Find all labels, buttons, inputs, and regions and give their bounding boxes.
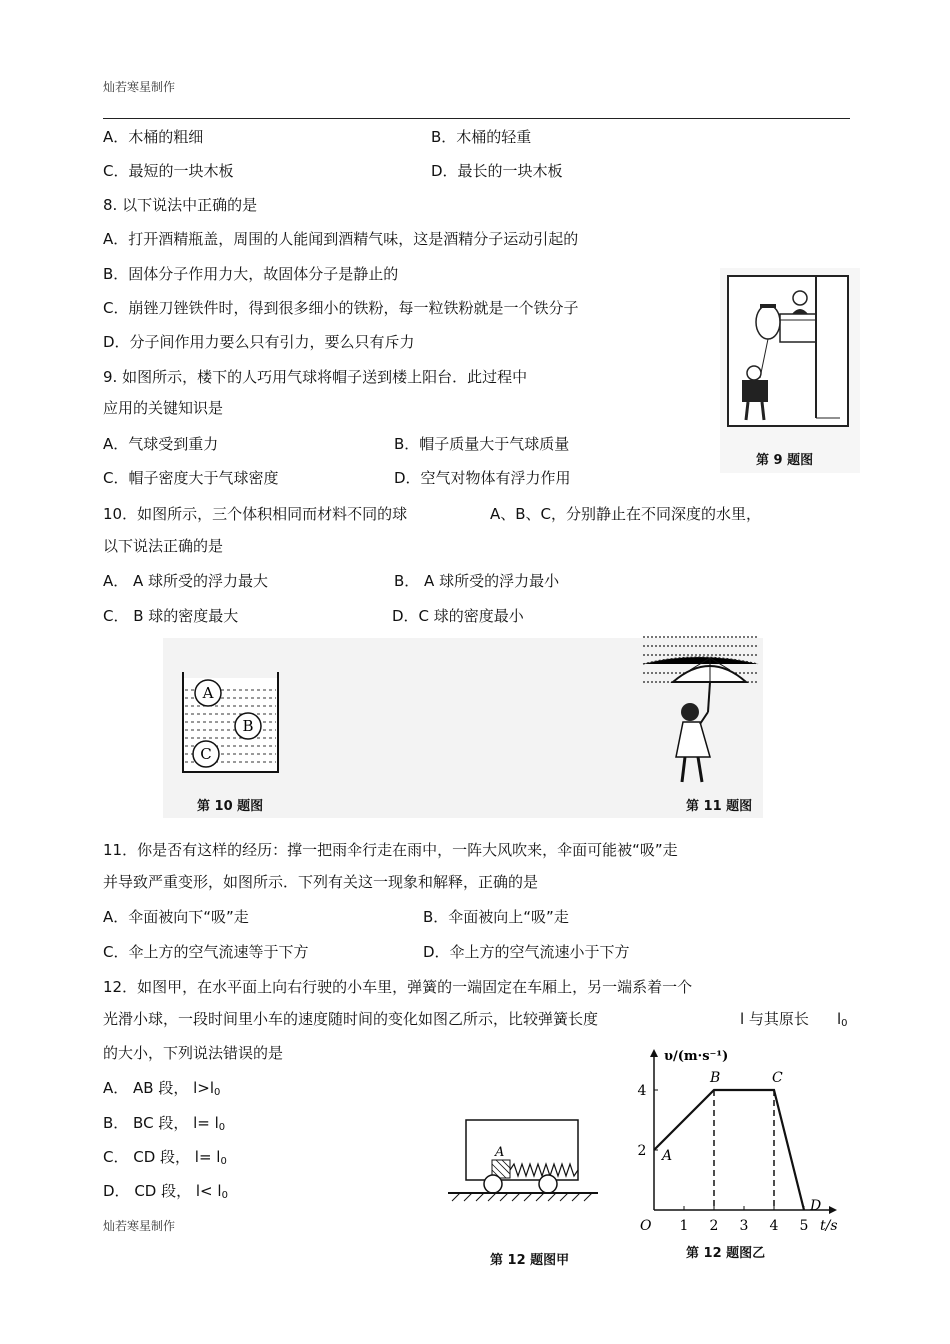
q12-option-b bbox=[103, 1113, 225, 1138]
figure-12-jia-caption: 第 12 题图甲 bbox=[490, 1253, 570, 1268]
header-rule bbox=[103, 118, 850, 119]
header-maker: 灿若寒星制作 bbox=[103, 80, 176, 94]
q12-stem-line1: 12．如图甲，在水平面上向右行驶的小车里，弹簧的一端固定在车厢上，另一端系着一个 bbox=[103, 978, 693, 996]
q12-option-c bbox=[103, 1147, 227, 1172]
q12-option-c-subscript: 0 bbox=[220, 1156, 227, 1167]
q12-stem-line3: 的大小，下列说法错误的是 bbox=[103, 1044, 284, 1062]
point-label-D: D bbox=[810, 1198, 822, 1214]
q8-option-d: D．分子间作用力要么只有引力，要么只有斥力 bbox=[103, 333, 415, 351]
q12-stem-line2c bbox=[837, 1009, 848, 1034]
point-label-B: B bbox=[710, 1070, 721, 1086]
point-label-A: A bbox=[662, 1148, 673, 1164]
q10-stem-line2: 以下说法正确的是 bbox=[103, 537, 224, 555]
cart-ball-label: A bbox=[495, 1145, 505, 1160]
q12-option-d bbox=[103, 1181, 228, 1206]
q9-stem-line1: 9. 如图所示，楼下的人巧用气球将帽子送到楼上阳台．此过程中 bbox=[103, 368, 528, 386]
x-axis-arrow bbox=[829, 1206, 837, 1214]
q7-option-c: C．最短的一块木板 bbox=[103, 162, 234, 180]
q11-option-d: D．伞上方的空气流速小于下方 bbox=[423, 943, 630, 961]
y-tick-label-4: 4 bbox=[637, 1083, 647, 1099]
q8-option-b: B．固体分子作用力大，故固体分子是静止的 bbox=[103, 265, 399, 283]
q12-option-b-text: B． BC 段， l= l bbox=[103, 1114, 219, 1132]
q9-option-c: C．帽子密度大于气球密度 bbox=[103, 469, 279, 487]
figure-12-jia-cart bbox=[448, 1112, 598, 1207]
figure-11-caption: 第 11 题图 bbox=[686, 799, 753, 814]
q12-stem-l0-subscript: 0 bbox=[841, 1018, 848, 1029]
q10-stem-line1b: A、B、C，分别静止在不同深度的水里， bbox=[490, 505, 762, 523]
q12-option-a bbox=[103, 1078, 220, 1103]
q9-stem-line2: 应用的关键知识是 bbox=[103, 399, 224, 417]
q12-stem-line2a: 光滑小球，一段时间里小车的速度随时间的变化如图乙所示，比较弹簧长度 bbox=[103, 1010, 599, 1028]
q10-option-d: D．C 球的密度最小 bbox=[392, 607, 524, 625]
q9-option-a: A．气球受到重力 bbox=[103, 435, 219, 453]
x-axis-label: t/s bbox=[820, 1218, 838, 1234]
point-label-C: C bbox=[772, 1070, 783, 1086]
figure-10-container bbox=[178, 668, 288, 776]
figure-10-caption: 第 10 题图 bbox=[197, 799, 264, 814]
footer-maker: 灿若寒星制作 bbox=[103, 1219, 176, 1233]
q8-option-a: A．打开酒精瓶盖，周围的人能闻到酒精气味，这是酒精分子运动引起的 bbox=[103, 230, 579, 248]
x-tick-label-1: 1 bbox=[679, 1218, 689, 1234]
q12-option-b-subscript: 0 bbox=[218, 1122, 226, 1133]
q11-option-c: C．伞上方的空气流速等于下方 bbox=[103, 943, 309, 961]
figure-12-yi-caption: 第 12 题图乙 bbox=[686, 1246, 766, 1261]
ball-c-label: C bbox=[200, 745, 212, 763]
velocity-series-line bbox=[654, 1090, 804, 1210]
q11-stem-line1: 11．你是否有这样的经历：撑一把雨伞行走在雨中，一阵大风吹来，伞面可能被“吸”走 bbox=[103, 841, 678, 859]
q11-stem-line2: 并导致严重变形，如图所示．下列有关这一现象和解释，正确的是 bbox=[103, 873, 539, 891]
figure-11-umbrella-illustration bbox=[638, 632, 763, 790]
q10-stem-line1a: 10．如图所示，三个体积相同而材料不同的球 bbox=[103, 505, 408, 523]
q12-option-d-subscript: 0 bbox=[221, 1190, 228, 1201]
x-tick-label-2: 2 bbox=[709, 1218, 719, 1234]
q9-option-d: D．空气对物体有浮力作用 bbox=[394, 469, 571, 487]
q12-option-a-subscript: 0 bbox=[214, 1087, 221, 1098]
q8-option-c: C．崩锉刀锉铁件时，得到很多细小的铁粉，每一粒铁粉就是一个铁分子 bbox=[103, 299, 579, 317]
q8-stem: 8. 以下说法中正确的是 bbox=[103, 196, 258, 214]
q9-option-b: B．帽子质量大于气球质量 bbox=[394, 435, 570, 453]
q12-option-c-text: C． CD 段， l= l bbox=[103, 1148, 221, 1166]
figure-9-caption: 第 9 题图 bbox=[756, 453, 814, 468]
q7-option-b: B．木桶的轻重 bbox=[431, 128, 532, 146]
y-axis-arrow bbox=[650, 1049, 658, 1057]
y-axis-label: υ/(m·s⁻¹) bbox=[664, 1049, 729, 1064]
figure-12-yi-velocity-time-graph bbox=[632, 1040, 847, 1245]
figure-9-balloon-illustration bbox=[720, 268, 860, 473]
q7-option-a: A．木桶的粗细 bbox=[103, 128, 204, 146]
q10-option-b: B． A 球所受的浮力最小 bbox=[394, 572, 560, 590]
q12-option-a-text: A． AB 段， l>l bbox=[103, 1079, 215, 1097]
q12-option-d-text: D． CD 段， l< l bbox=[103, 1182, 222, 1200]
origin-label: O bbox=[640, 1218, 652, 1234]
q11-option-a: A．伞面被向下“吸”走 bbox=[103, 908, 249, 926]
x-tick-label-4: 4 bbox=[769, 1218, 779, 1234]
q12-stem-l-symbol: l bbox=[837, 1010, 842, 1028]
x-tick-label-5: 5 bbox=[799, 1218, 809, 1234]
q7-option-d: D．最长的一块木板 bbox=[431, 162, 563, 180]
q12-stem-line2b: l 与其原长 bbox=[740, 1010, 809, 1028]
ball-a-label: A bbox=[202, 684, 214, 702]
ball-b-label: B bbox=[242, 717, 254, 735]
y-tick-label-2: 2 bbox=[637, 1143, 647, 1159]
q11-option-b: B．伞面被向上“吸”走 bbox=[423, 908, 569, 926]
q10-option-c: C． B 球的密度最大 bbox=[103, 607, 239, 625]
x-tick-label-3: 3 bbox=[739, 1218, 749, 1234]
q10-option-a: A． A 球所受的浮力最大 bbox=[103, 572, 269, 590]
